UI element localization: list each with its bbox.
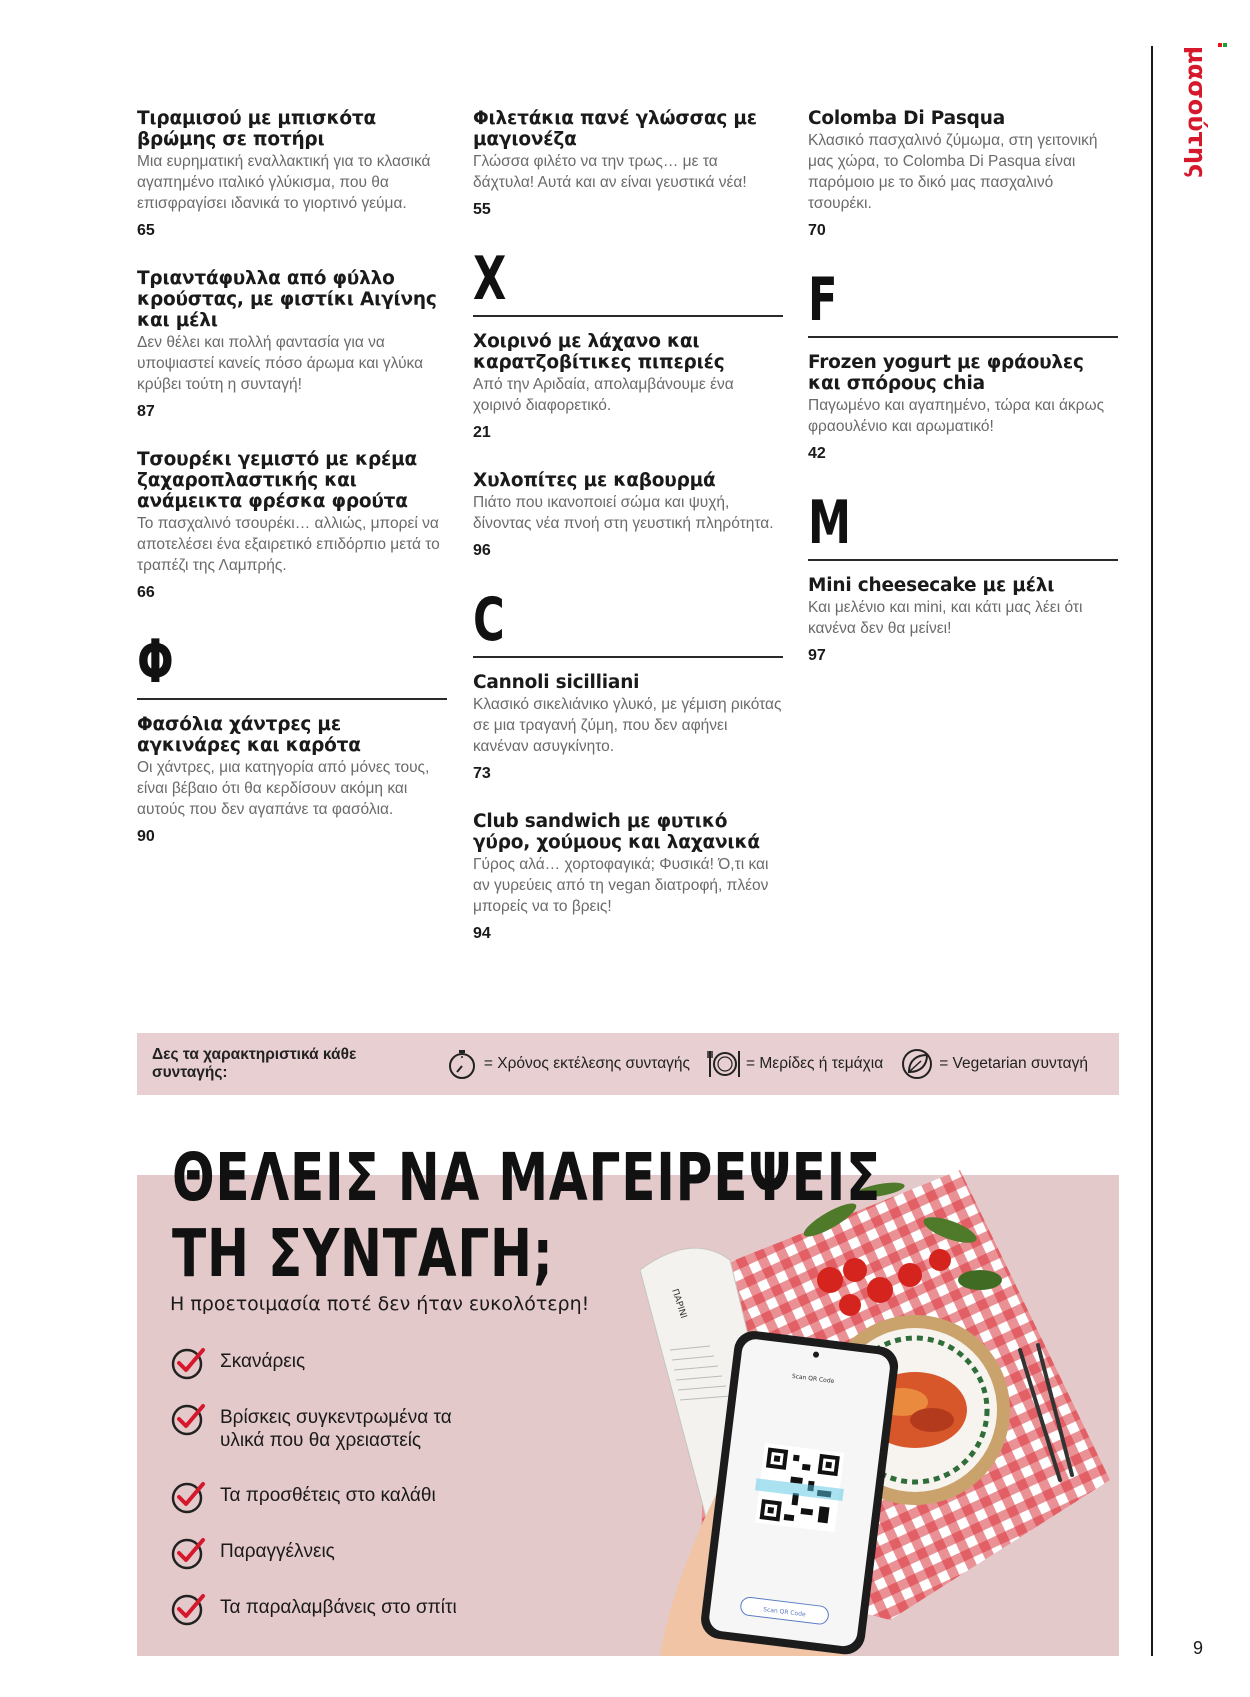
recipe-page-number: 87 xyxy=(137,403,155,420)
index-letter-block xyxy=(808,488,1118,561)
recipe-entry[interactable] xyxy=(808,108,1118,240)
leaf-icon xyxy=(899,1046,935,1082)
recipe-title: Τριαντάφυλλα από φύλλο κρούστας, με φιστίκι Αιγίνης και μέλι xyxy=(137,268,437,331)
index-letter: F xyxy=(808,265,838,335)
recipe-description: Δεν θέλει και πολλή φαντασία για να υποψιαστεί κανείς πόσο άρωμα και γλύκα κρύβει τούτη η συνταγή! xyxy=(137,334,424,393)
recipe-entry[interactable] xyxy=(137,108,447,240)
qr-code-icon xyxy=(751,1443,848,1533)
brand-divider xyxy=(1151,46,1153,1656)
recipe-entry[interactable] xyxy=(808,575,1118,665)
recipe-title: Frozen yogurt με φράουλες και σπόρους chia xyxy=(808,352,1084,394)
index-letter-rule xyxy=(473,315,783,317)
check-circle-icon xyxy=(170,1535,206,1571)
legend-item-servings xyxy=(706,1046,883,1082)
promo-heading xyxy=(172,1140,881,1292)
legend-item-time xyxy=(444,1046,690,1082)
recipe-description: Γλώσσα φιλέτο να την τρως… με τα δάχτυλα! Αυτά και αν είναι γευστικά νέα! xyxy=(473,153,747,191)
recipe-entry[interactable] xyxy=(137,714,447,846)
page-number: 9 xyxy=(1193,1638,1204,1658)
recipe-description: Πιάτο που ικανοποιεί σώμα και ψυχή, δίνοντας νέα πνοή στη γευστική πληρότητα. xyxy=(473,494,774,532)
recipe-title: Cannoli sicilliani xyxy=(473,672,640,693)
promo-step xyxy=(170,1591,480,1647)
promo-step xyxy=(170,1345,480,1401)
recipe-description: Μια ευρηματική εναλλακτική για το κλασικά αγαπημένο ιταλικό γλύκισμα, που θα επισφραγίσει ιδανικά το γιορτινό γεύμα. xyxy=(137,153,431,212)
recipe-description: Παγωμένο και αγαπημένο, τώρα και άκρως φραουλένιο και αρωματικό! xyxy=(808,397,1105,435)
recipe-title: Χυλοπίτες με καβουρμά xyxy=(473,470,716,491)
recipe-description: Κλασικό σικελιάνικο γλυκό, με γέμιση ρικότας σε μια τραγανή ζύμη, που δεν αφήνει κανέναν ασυγκίνητο. xyxy=(473,696,782,755)
plate-cutlery-icon xyxy=(706,1046,742,1082)
recipe-title: Φιλετάκια πανέ γλώσσας με μαγιονέζα xyxy=(473,108,757,150)
promo-step-text: Βρίσκεις συγκεντρωμένα τα υλικά που θα χρειαστείς xyxy=(220,1407,452,1451)
magazine-text: ΠΑΡΙΝΙ xyxy=(669,1287,689,1320)
index-letter-rule xyxy=(808,336,1118,338)
recipe-title: Φασόλια χάντρες με αγκινάρες και καρότα xyxy=(137,714,361,756)
recipe-page-number: 73 xyxy=(473,765,491,782)
index-letter: X xyxy=(473,244,507,314)
index-letter-rule xyxy=(137,698,447,700)
brand-logo xyxy=(1185,46,1213,206)
legend-item-text: = Μερίδες ή τεμάχια xyxy=(746,1055,884,1072)
phone-title: Scan QR Code xyxy=(791,1372,835,1386)
recipe-description: Και μελένιο και mini, και κάτι μας λέει ότι κανένα δεν θα μείνει! xyxy=(808,599,1083,637)
recipe-page-number: 70 xyxy=(808,222,826,239)
recipe-entry[interactable] xyxy=(473,811,783,943)
check-circle-icon xyxy=(170,1345,206,1381)
recipe-page-number: 94 xyxy=(473,925,491,942)
stopwatch-icon xyxy=(444,1046,480,1082)
recipe-title: Χοιρινό με λάχανο και καρατζοβίτικες πιπεριές xyxy=(473,331,725,373)
recipe-title: Club sandwich με φυτικό γύρο, χούμους και λαχανικά xyxy=(473,811,760,853)
recipe-entry[interactable] xyxy=(473,672,783,783)
recipe-entry[interactable] xyxy=(473,331,783,442)
index-letter: C xyxy=(473,585,505,655)
promo-step-text: Τα προσθέτεις στο καλάθι xyxy=(220,1485,436,1506)
recipe-page-number: 90 xyxy=(137,828,155,845)
promo-step xyxy=(170,1479,480,1535)
recipe-page-number: 96 xyxy=(473,542,491,559)
index-letter: M xyxy=(808,488,851,558)
legend-item-text: = Χρόνος εκτέλεσης συνταγής xyxy=(483,1055,691,1072)
promo-step-text: Παραγγέλνεις xyxy=(220,1541,335,1562)
recipe-entry[interactable] xyxy=(808,352,1118,463)
recipe-page-number: 55 xyxy=(473,201,491,218)
recipe-column-1 xyxy=(137,108,447,874)
promo-subtitle: Η προετοιμασία ποτέ δεν ήταν ευκολότερη! xyxy=(170,1293,590,1315)
recipe-description: Το πασχαλινό τσουρέκι… αλλιώς, μπορεί να αποτελέσει ένα εξαιρετικό επιδόρπιο μετά το τραπέζι της Λαμπρής. xyxy=(137,515,440,574)
recipe-column-2 xyxy=(473,108,783,971)
check-circle-icon xyxy=(170,1591,206,1627)
recipe-entry[interactable] xyxy=(137,449,447,602)
recipe-entry[interactable] xyxy=(137,268,447,421)
promo-steps xyxy=(170,1345,480,1647)
index-letter-block xyxy=(137,627,447,700)
recipe-page-number: 66 xyxy=(137,584,155,601)
recipe-title: Mini cheesecake με μέλι xyxy=(808,575,1055,596)
recipe-page-number: 97 xyxy=(808,647,826,664)
legend-label: Δες τα χαρακτηριστικά κάθε συνταγής: xyxy=(152,1046,357,1081)
recipe-description: Οι χάντρες, μια κατηγορία από μόνες τους, είναι βέβαιο ότι θα κερδίσουν ακόμη και αυτούς που δεν αγαπάνε τα φασόλια. xyxy=(137,759,430,818)
check-circle-icon xyxy=(170,1401,206,1437)
recipe-legend-bar xyxy=(137,1033,1119,1095)
brand-name: μασούτης xyxy=(1183,46,1211,179)
recipe-page-number: 21 xyxy=(473,424,491,441)
promo-heading-line-1: ΘΕΛΕΙΣ ΝΑ ΜΑΓΕΙΡΕΨΕΙΣ xyxy=(172,1139,882,1216)
recipe-description: Κλασικό πασχαλινό ζύμωμα, στη γειτονική μας χώρα, το Colomba Di Pasqua είναι παρόμοιο με το δικό μας πασχαλινό τσουρέκι. xyxy=(808,132,1098,212)
index-letter-rule xyxy=(808,559,1118,561)
recipe-title: Colomba Di Pasqua xyxy=(808,108,1005,129)
index-letter-block xyxy=(808,265,1118,338)
index-letter-block xyxy=(473,585,783,658)
index-letter: Φ xyxy=(137,627,174,697)
check-circle-icon xyxy=(170,1479,206,1515)
promo-step-text: Σκανάρεις xyxy=(220,1351,306,1372)
recipe-entry[interactable] xyxy=(473,108,783,219)
promo-step-text: Τα παραλαμβάνεις στο σπίτι xyxy=(220,1597,457,1618)
recipe-page-number: 65 xyxy=(137,222,155,239)
promo-heading-line-2: ΤΗ ΣΥΝΤΑΓΗ; xyxy=(172,1215,554,1292)
recipe-entry[interactable] xyxy=(473,470,783,560)
brand-dots xyxy=(1218,34,1228,42)
recipe-description: Από την Αριδαία, απολαμβάνουμε ένα χοιρινό διαφορετικό. xyxy=(473,376,734,414)
phone-scan-button: Scan QR Code xyxy=(762,1606,806,1619)
recipe-column-3 xyxy=(808,108,1118,693)
index-letter-block xyxy=(473,244,783,317)
recipe-page-number: 42 xyxy=(808,445,826,462)
legend-item-text: = Vegetarian συνταγή xyxy=(939,1055,1088,1072)
promo-step xyxy=(170,1401,480,1479)
promo-step xyxy=(170,1535,480,1591)
recipe-description: Γύρος αλά… χορτοφαγικά; Φυσικά! Ό,τι και αν γυρεύεις από τη vegan διατροφή, πλέον μπορείς να το βρεις! xyxy=(473,856,769,915)
recipe-title: Τσουρέκι γεμιστό με κρέμα ζαχαροπλαστικής και ανάμεικτα φρέσκα φρούτα xyxy=(137,449,418,512)
index-letter-rule xyxy=(473,656,783,658)
legend-item-vegetarian xyxy=(899,1046,1088,1082)
recipe-title: Τιραμισού με μπισκότα βρώμης σε ποτήρι xyxy=(137,108,377,150)
